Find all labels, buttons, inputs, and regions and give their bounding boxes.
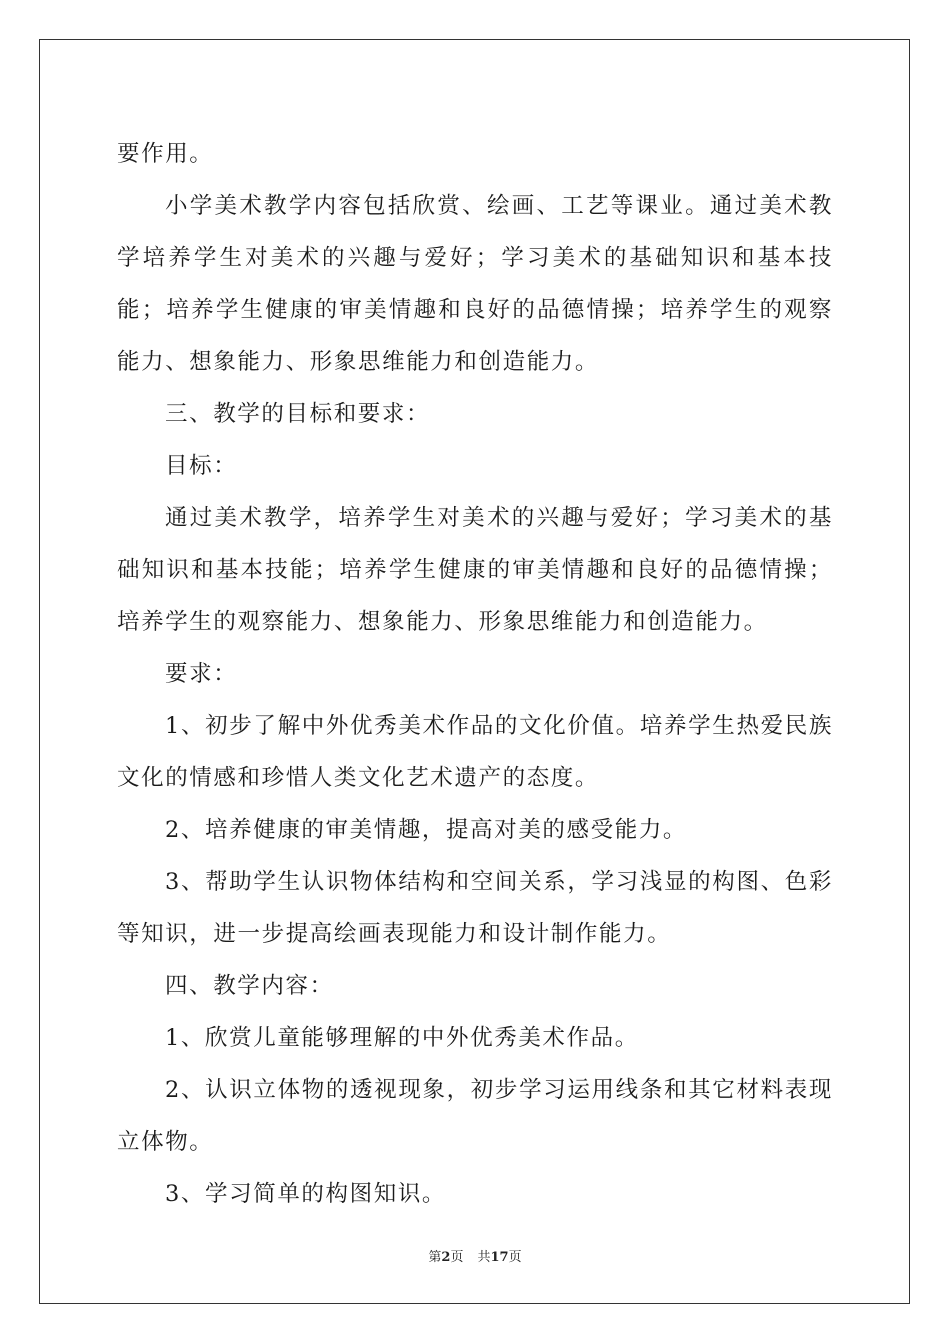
list-item: 2、认识立体物的透视现象，初步学习运用线条和其它材料表现立体物。 [117,1077,833,1155]
page-suffix: 页 [450,1250,464,1265]
page-number: 2 [441,1250,451,1265]
document-body [117,128,833,1220]
list-item: 3、学习简单的构图知识。 [165,1181,447,1207]
section-heading: 四、教学内容： [165,973,334,999]
paragraph: 要作用。 [117,141,214,167]
subheading-goals: 目标： [165,453,238,479]
subheading-requirements: 要求： [165,661,238,687]
list-item: 3、帮助学生认识物体结构和空间关系，学习浅显的构图、色彩等知识，进一步提高绘画表现能力和设计制作能力。 [117,869,833,947]
list-item: 1、欣赏儿童能够理解的中外优秀美术作品。 [165,1025,639,1051]
section-heading: 三、教学的目标和要求： [165,401,431,427]
list-item: 1、初步了解中外优秀美术作品的文化价值。培养学生热爱民族文化的情感和珍惜人类文化艺术遗产的态度。 [117,713,833,791]
total-suffix: 页 [508,1250,522,1265]
page-footer [0,1246,950,1265]
total-pages: 17 [490,1250,509,1265]
list-item: 2、培养健康的审美情趣，提高对美的感受能力。 [165,817,688,843]
paragraph: 小学美术教学内容包括欣赏、绘画、工艺等课业。通过美术教学培养学生对美术的兴趣与爱好；学习美术的基础知识和基本技能；培养学生健康的审美情趣和良好的品德情操；培养学生的观察能力、想象能力、形象思维能力和创造能力。 [117,193,833,375]
total-prefix: 共 [477,1250,491,1265]
page-prefix: 第 [428,1250,442,1265]
paragraph: 通过美术教学，培养学生对美术的兴趣与爱好；学习美术的基础知识和基本技能；培养学生健康的审美情趣和良好的品德情操；培养学生的观察能力、想象能力、形象思维能力和创造能力。 [117,505,833,635]
